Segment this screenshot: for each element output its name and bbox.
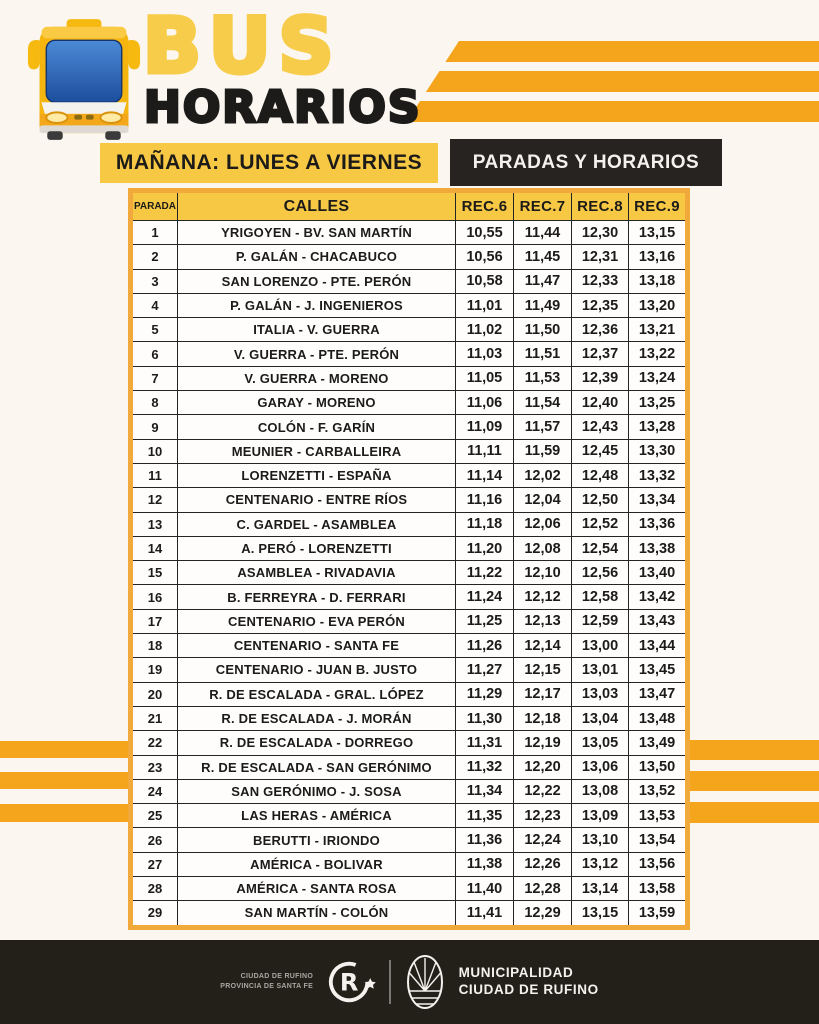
city-logo-line2: PROVINCIA DE SANTA FE [220,983,314,990]
cell-rec9-row-15: 13,40 [628,560,685,584]
left-stripe-decoration [0,772,130,789]
cell-rec8-row-2: 12,31 [571,244,628,268]
cell-rec7-row-13: 12,06 [513,512,571,536]
cell-rec9-row-2: 13,16 [628,244,685,268]
cell-rec8-row-20: 13,03 [571,682,628,706]
cell-rec7-row-24: 12,22 [513,779,571,803]
municipal-emblem-icon [404,953,446,1011]
schedule-period-banner: MAÑANA: LUNES A VIERNES [100,143,438,183]
cell-calles-row-14: A. PERÓ - LORENZETTI [177,536,455,560]
cell-rec9-row-5: 13,21 [628,317,685,341]
header-rec9: REC.9 [628,193,685,220]
cell-rec6-row-27: 11,38 [455,852,513,876]
cell-rec7-row-12: 12,04 [513,487,571,511]
cell-rec7-row-7: 11,53 [513,366,571,390]
cell-rec7-row-11: 12,02 [513,463,571,487]
municipality-line2: CIUDAD DE RUFINO [458,982,599,997]
cell-rec8-row-26: 13,10 [571,827,628,851]
cell-rec6-row-3: 10,58 [455,269,513,293]
stripe-decoration [406,101,819,122]
footer-divider [389,960,391,1004]
cell-parada-row-12: 12 [133,487,177,511]
cell-rec9-row-9: 13,28 [628,414,685,438]
cell-calles-row-2: P. GALÁN - CHACABUCO [177,244,455,268]
cell-rec9-row-16: 13,42 [628,584,685,608]
cell-rec8-row-16: 12,58 [571,584,628,608]
cell-rec6-row-23: 11,32 [455,755,513,779]
cell-rec7-row-20: 12,17 [513,682,571,706]
cell-rec9-row-17: 13,43 [628,609,685,633]
cell-parada-row-10: 10 [133,439,177,463]
cell-rec6-row-11: 11,14 [455,463,513,487]
cell-rec9-row-6: 13,22 [628,341,685,365]
cell-rec8-row-6: 12,37 [571,341,628,365]
cell-rec8-row-28: 13,14 [571,876,628,900]
cell-rec6-row-2: 10,56 [455,244,513,268]
cell-parada-row-21: 21 [133,706,177,730]
cell-calles-row-3: SAN LORENZO - PTE. PERÓN [177,269,455,293]
cell-parada-row-4: 4 [133,293,177,317]
cell-rec6-row-5: 11,02 [455,317,513,341]
cell-parada-row-27: 27 [133,852,177,876]
cell-parada-row-19: 19 [133,657,177,681]
cell-calles-row-9: COLÓN - F. GARÍN [177,414,455,438]
cell-rec6-row-28: 11,40 [455,876,513,900]
cell-rec8-row-29: 13,15 [571,900,628,924]
header-rec8: REC.8 [571,193,628,220]
left-stripe-decoration [0,804,130,822]
cell-rec8-row-10: 12,45 [571,439,628,463]
schedule-table [128,188,690,930]
cell-rec6-row-7: 11,05 [455,366,513,390]
city-logo-text [220,972,313,993]
cell-parada-row-11: 11 [133,463,177,487]
cell-calles-row-24: SAN GERÓNIMO - J. SOSA [177,779,455,803]
cr-monogram-icon [326,956,376,1008]
poster-title-bus: BUS [143,1,342,90]
cell-rec6-row-4: 11,01 [455,293,513,317]
cell-rec8-row-4: 12,35 [571,293,628,317]
cell-rec9-row-13: 13,36 [628,512,685,536]
cell-rec6-row-29: 11,41 [455,900,513,924]
municipality-line1: MUNICIPALIDAD [458,965,574,981]
stripe-decoration [426,71,819,92]
cell-calles-row-18: CENTENARIO - SANTA FE [177,633,455,657]
cell-rec6-row-8: 11,06 [455,390,513,414]
cell-rec6-row-14: 11,20 [455,536,513,560]
cell-rec7-row-27: 12,26 [513,852,571,876]
cell-rec8-row-5: 12,36 [571,317,628,341]
cell-rec7-row-15: 12,10 [513,560,571,584]
cell-parada-row-17: 17 [133,609,177,633]
cell-rec9-row-21: 13,48 [628,706,685,730]
cell-rec8-row-7: 12,39 [571,366,628,390]
left-stripe-decoration [0,741,130,758]
right-stripe-decoration [688,740,819,760]
cell-rec8-row-9: 12,43 [571,414,628,438]
cell-calles-row-13: C. GARDEL - ASAMBLEA [177,512,455,536]
cell-rec8-row-11: 12,48 [571,463,628,487]
right-stripe-decoration [688,771,819,791]
cell-parada-row-8: 8 [133,390,177,414]
cell-rec8-row-23: 13,06 [571,755,628,779]
cell-rec9-row-8: 13,25 [628,390,685,414]
municipality-logo-text [459,965,599,999]
cell-calles-row-10: MEUNIER - CARBALLEIRA [177,439,455,463]
cell-calles-row-12: CENTENARIO - ENTRE RÍOS [177,487,455,511]
cell-calles-row-19: CENTENARIO - JUAN B. JUSTO [177,657,455,681]
cell-rec6-row-25: 11,35 [455,803,513,827]
cell-calles-row-7: V. GUERRA - MORENO [177,366,455,390]
cell-rec6-row-13: 11,18 [455,512,513,536]
cell-rec6-row-15: 11,22 [455,560,513,584]
cell-rec9-row-11: 13,32 [628,463,685,487]
header-rec7: REC.7 [513,193,571,220]
cell-parada-row-13: 13 [133,512,177,536]
cell-rec6-row-16: 11,24 [455,584,513,608]
cell-calles-row-26: BERUTTI - IRIONDO [177,827,455,851]
cell-calles-row-4: P. GALÁN - J. INGENIEROS [177,293,455,317]
cell-rec9-row-25: 13,53 [628,803,685,827]
cell-rec7-row-19: 12,15 [513,657,571,681]
cell-rec7-row-5: 11,50 [513,317,571,341]
cell-rec8-row-21: 13,04 [571,706,628,730]
cell-parada-row-29: 29 [133,900,177,924]
cell-rec9-row-23: 13,50 [628,755,685,779]
cell-rec9-row-22: 13,49 [628,730,685,754]
cell-rec9-row-1: 13,15 [628,220,685,244]
cell-rec7-row-17: 12,13 [513,609,571,633]
cell-rec7-row-4: 11,49 [513,293,571,317]
cell-parada-row-22: 22 [133,730,177,754]
cell-rec8-row-18: 13,00 [571,633,628,657]
header-rec6: REC.6 [455,193,513,220]
cell-rec8-row-15: 12,56 [571,560,628,584]
cell-rec8-row-17: 12,59 [571,609,628,633]
city-logo-line1: CIUDAD DE RUFINO [240,972,314,980]
cell-calles-row-16: B. FERREYRA - D. FERRARI [177,584,455,608]
cell-calles-row-28: AMÉRICA - SANTA ROSA [177,876,455,900]
cell-rec8-row-3: 12,33 [571,269,628,293]
cell-rec8-row-19: 13,01 [571,657,628,681]
cell-rec7-row-2: 11,45 [513,244,571,268]
cell-rec6-row-18: 11,26 [455,633,513,657]
cell-rec8-row-13: 12,52 [571,512,628,536]
cell-calles-row-23: R. DE ESCALADA - SAN GERÓNIMO [177,755,455,779]
cell-parada-row-9: 9 [133,414,177,438]
cell-rec9-row-10: 13,30 [628,439,685,463]
cell-rec9-row-19: 13,45 [628,657,685,681]
cell-rec7-row-3: 11,47 [513,269,571,293]
cell-rec9-row-12: 13,34 [628,487,685,511]
cell-rec7-row-6: 11,51 [513,341,571,365]
cell-rec8-row-22: 13,05 [571,730,628,754]
cell-rec8-row-24: 13,08 [571,779,628,803]
cell-parada-row-28: 28 [133,876,177,900]
bus-icon [26,16,142,142]
cell-rec7-row-22: 12,19 [513,730,571,754]
header-calles: CALLES [177,193,455,220]
footer-bar [0,940,819,1024]
poster-title-horarios: HORARIOS [144,82,422,133]
cell-rec7-row-29: 12,29 [513,900,571,924]
cell-parada-row-20: 20 [133,682,177,706]
cell-rec6-row-9: 11,09 [455,414,513,438]
cell-rec9-row-20: 13,47 [628,682,685,706]
cell-parada-row-26: 26 [133,827,177,851]
cell-parada-row-25: 25 [133,803,177,827]
cell-rec7-row-28: 12,28 [513,876,571,900]
cell-parada-row-7: 7 [133,366,177,390]
cell-rec6-row-1: 10,55 [455,220,513,244]
cell-calles-row-6: V. GUERRA - PTE. PERÓN [177,341,455,365]
cell-parada-row-2: 2 [133,244,177,268]
cell-calles-row-22: R. DE ESCALADA - DORREGO [177,730,455,754]
cell-rec6-row-26: 11,36 [455,827,513,851]
cell-rec7-row-21: 12,18 [513,706,571,730]
cell-calles-row-17: CENTENARIO - EVA PERÓN [177,609,455,633]
cell-rec8-row-25: 13,09 [571,803,628,827]
cell-rec6-row-21: 11,30 [455,706,513,730]
cell-rec6-row-10: 11,11 [455,439,513,463]
cell-calles-row-8: GARAY - MORENO [177,390,455,414]
cell-calles-row-15: ASAMBLEA - RIVADAVIA [177,560,455,584]
cell-calles-row-21: R. DE ESCALADA - J. MORÁN [177,706,455,730]
cell-rec8-row-14: 12,54 [571,536,628,560]
cell-rec6-row-6: 11,03 [455,341,513,365]
top-right-stripes [401,41,819,131]
section-title-banner: PARADAS Y HORARIOS [450,139,722,186]
cell-rec8-row-27: 13,12 [571,852,628,876]
cell-calles-row-29: SAN MARTÍN - COLÓN [177,900,455,924]
cell-parada-row-3: 3 [133,269,177,293]
cell-rec9-row-18: 13,44 [628,633,685,657]
cell-calles-row-11: LORENZETTI - ESPAÑA [177,463,455,487]
cell-rec9-row-29: 13,59 [628,900,685,924]
cell-rec9-row-14: 13,38 [628,536,685,560]
cell-rec7-row-1: 11,44 [513,220,571,244]
cell-rec8-row-12: 12,50 [571,487,628,511]
stripe-decoration [445,41,819,62]
cell-rec7-row-26: 12,24 [513,827,571,851]
cell-rec6-row-24: 11,34 [455,779,513,803]
cell-rec7-row-14: 12,08 [513,536,571,560]
cell-rec7-row-23: 12,20 [513,755,571,779]
cell-parada-row-1: 1 [133,220,177,244]
cell-rec8-row-8: 12,40 [571,390,628,414]
cell-rec9-row-7: 13,24 [628,366,685,390]
right-stripe-decoration [688,802,819,823]
cell-calles-row-25: LAS HERAS - AMÉRICA [177,803,455,827]
cell-parada-row-18: 18 [133,633,177,657]
svg-text:R: R [339,968,359,997]
cell-rec9-row-24: 13,52 [628,779,685,803]
cell-parada-row-16: 16 [133,584,177,608]
cell-rec7-row-16: 12,12 [513,584,571,608]
cell-rec9-row-26: 13,54 [628,827,685,851]
cell-rec7-row-18: 12,14 [513,633,571,657]
cell-rec7-row-8: 11,54 [513,390,571,414]
cell-parada-row-5: 5 [133,317,177,341]
cell-parada-row-6: 6 [133,341,177,365]
cell-rec6-row-12: 11,16 [455,487,513,511]
cell-parada-row-24: 24 [133,779,177,803]
cell-calles-row-20: R. DE ESCALADA - GRAL. LÓPEZ [177,682,455,706]
cell-rec9-row-27: 13,56 [628,852,685,876]
cell-calles-row-27: AMÉRICA - BOLIVAR [177,852,455,876]
cell-rec7-row-9: 11,57 [513,414,571,438]
cell-parada-row-14: 14 [133,536,177,560]
cell-rec9-row-4: 13,20 [628,293,685,317]
cell-rec7-row-25: 12,23 [513,803,571,827]
cell-rec7-row-10: 11,59 [513,439,571,463]
cell-rec9-row-28: 13,58 [628,876,685,900]
cell-parada-row-23: 23 [133,755,177,779]
cell-rec9-row-3: 13,18 [628,269,685,293]
cell-rec6-row-20: 11,29 [455,682,513,706]
cell-calles-row-5: ITALIA - V. GUERRA [177,317,455,341]
header-parada: PARADA [133,193,177,220]
cell-parada-row-15: 15 [133,560,177,584]
cell-rec6-row-17: 11,25 [455,609,513,633]
cell-calles-row-1: YRIGOYEN - BV. SAN MARTÍN [177,220,455,244]
cell-rec6-row-19: 11,27 [455,657,513,681]
cell-rec8-row-1: 12,30 [571,220,628,244]
cell-rec6-row-22: 11,31 [455,730,513,754]
